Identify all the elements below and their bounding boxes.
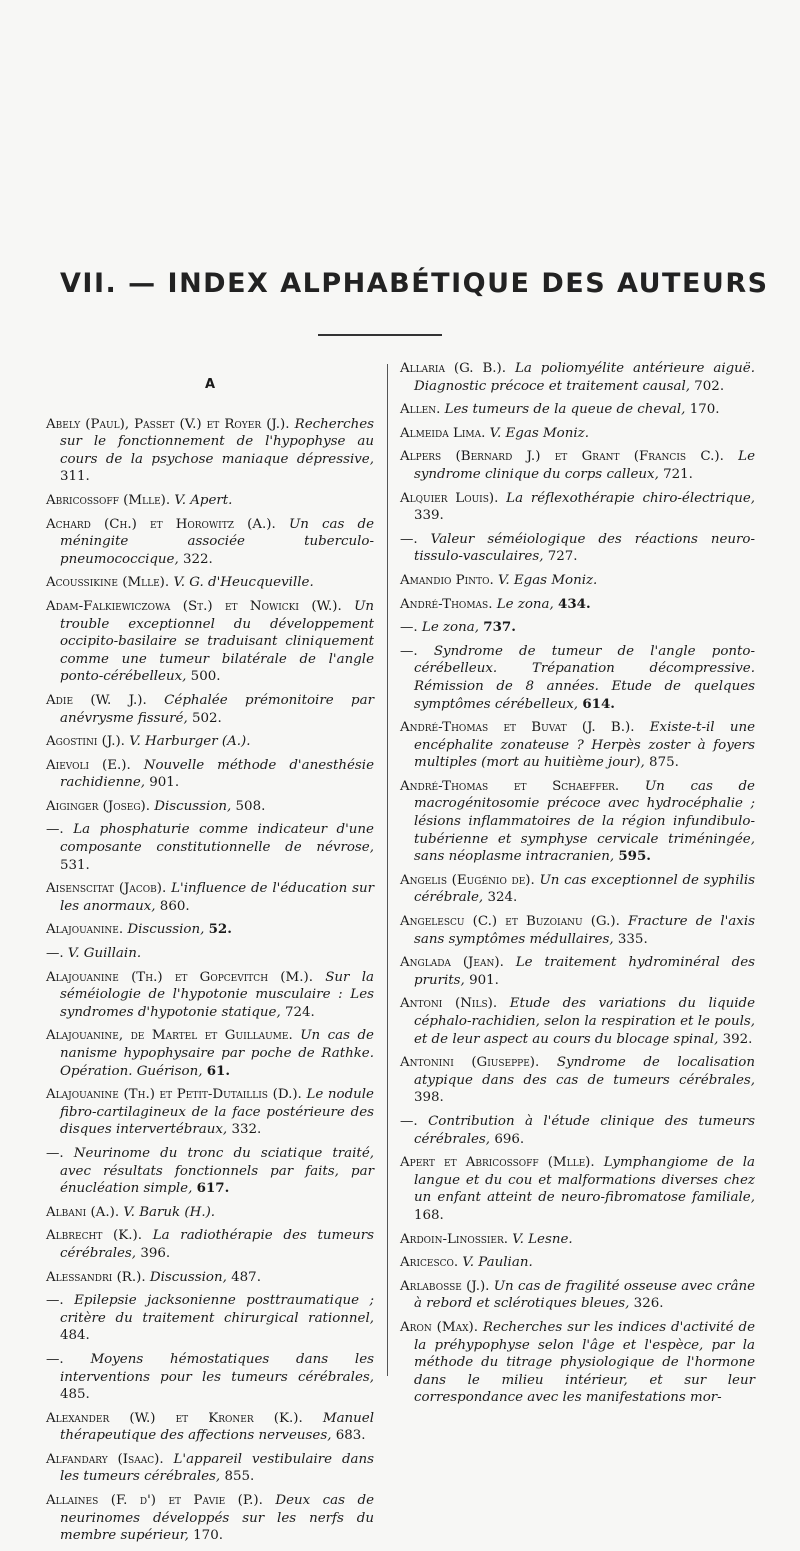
entry-author: Antoni (Nils). [400,996,498,1012]
left-entries [46,416,374,1545]
entry-title: Recherches sur le fonctionnement de l'hypophyse au cours de la psychose maniaque dépressive, [60,416,374,467]
index-entry [46,1227,374,1262]
entry-page: 508. [235,798,266,814]
entry-page: 617. [196,1180,230,1197]
entry-author: —. [46,1145,64,1161]
entry-title: V. Apert. [174,492,233,508]
entry-author: Alpers (Bernard J.) et Grant (Francis C.). [400,449,724,465]
entry-author: Angelescu (C.) et Buzoianu (G.). [400,914,620,930]
index-entry [46,880,374,915]
index-entry [400,360,755,395]
index-entry [400,490,755,525]
entry-title: La poliomyélite antérieure aiguë. Diagnostic précoce et traitement causal, [414,361,755,394]
entry-author: Alexander (W.) et Kroner (K.). [46,1410,303,1426]
entry-page: 170. [193,1528,223,1544]
entry-author: —. [400,620,418,636]
entry-author: Arlabosse (J.). [400,1278,490,1294]
entry-page: 721. [663,466,693,482]
entry-title: Un cas exceptionnel de syphilis cérébrale, [414,872,755,906]
index-entry [400,619,755,637]
entry-page: 901. [469,972,499,988]
entry-title: L'appareil vestibulaire dans les tumeurs cérébrales, [60,1451,375,1485]
entry-author: —. [46,946,64,962]
entry-title: Le syndrome clinique du corps calleux, [414,449,755,482]
entry-page: 396. [140,1245,171,1261]
index-entry [400,401,755,419]
entry-title: Céphalée prémonitoire par anévrysme fissuré, [60,692,374,726]
entry-author: Aisenscitat (Jacob). [46,881,167,897]
entry-title: Recherches sur les indices d'activité de la préhypophyse selon l'âge et l'espèce, par la méthode du titrage physiologique de l'hormone dans le milieu intérieur, et sur leur correspondance avec les manifestations mor- [414,1319,755,1406]
index-entry [400,596,755,614]
entry-author: Almeida Lima. [400,425,486,441]
entry-page: 855. [224,1469,255,1485]
entry-title: V. Egas Moniz. [498,572,598,588]
index-entry [46,969,374,1022]
entry-page: 860. [159,898,190,914]
entry-page: 727. [547,549,578,565]
index-entry [400,448,755,483]
section-letter: A [204,377,216,392]
left-column [46,360,374,1551]
entry-page: 398. [414,1090,444,1106]
entry-author: Achard (Ch.) et Horowitz (A.). [46,516,276,532]
entry-title: Un cas de fragilité osseuse avec crâne à rebord et sclérotiques bleues, [414,1278,755,1312]
index-entry [400,643,755,713]
index-entry [46,1492,374,1545]
entry-author: Allaria (G. B.). [400,361,507,376]
entry-author: André-Thomas. [400,596,493,612]
entry-page: 61. [206,1062,231,1079]
index-entry [400,1054,755,1107]
entry-title: Moyens hémostatiques dans les interventions pour les tumeurs cérébrales, [60,1351,374,1385]
index-entry [400,425,755,443]
entry-author: Alessandri (R.). [46,1269,146,1285]
entry-title: Manuel thérapeutique des affections nerveuses, [60,1410,375,1444]
entry-author: Alajouanine. [46,922,124,938]
entry-author: Alfandary (Isaac). [46,1451,164,1467]
index-entry [46,598,374,686]
entry-author: —. [400,643,418,659]
entry-title: V. Lesne. [512,1231,573,1247]
entry-title: V. Guillain. [67,946,142,962]
entry-title: Syndrome de tumeur de l'angle ponto-cérébelleux. Trépanation décompressive. Rémission de 8 années. Etude de quelques symptômes cérébelleux, [414,643,755,712]
entry-title: V. Paulian. [462,1255,533,1271]
entry-author: Albani (A.). [46,1204,120,1220]
entry-title: Neurinome du tronc du sciatique traité, avec résultats fonctionnels par faits, par énucléation simple, [60,1145,374,1197]
entry-title: Fracture de l'axis sans symptômes médullaires, [414,914,756,947]
entry-page: 901. [149,775,180,791]
entry-page: 326. [633,1296,664,1312]
entry-title: Le zona, [496,596,554,612]
entry-author: Allaines (F. d') et Pavie (P.). [46,1493,263,1509]
index-entry [46,821,374,874]
index-entry [400,572,755,590]
index-entry [46,1145,374,1198]
entry-title: Lymphangiome de la langue et du cou et malformations diverses chez un enfant atteint de neuro-fibromatose familiale, [414,1155,755,1206]
entry-author: Aricesco. [400,1255,459,1271]
entry-title: Sur la séméiologie de l'hypotonie musculaire : Les syndromes d'hypotonie statique, [60,969,374,1020]
entry-title: L'influence de l'éducation sur les anormaux, [60,881,374,914]
index-entry [400,1319,755,1407]
entry-author: —. [400,531,418,547]
index-entry [46,416,374,486]
entry-author: Aron (Max). [400,1319,478,1335]
entry-page: 702. [694,378,725,394]
entry-page: 737. [483,619,516,636]
entry-page: 335. [617,931,648,947]
entry-page: 339. [414,508,444,524]
index-entry [400,778,755,866]
index-entry [46,733,374,751]
entry-title: La radiothérapie des tumeurs cérébrales, [60,1228,374,1261]
index-entry [46,921,374,939]
right-column [400,360,755,1413]
entry-page: 484. [60,1328,90,1344]
entry-title: Un cas de macrogénitosomie précoce avec hydrocéphalie ; lésions inflammatoires de la région infundibulo-tubérienne et symphyse cervicale triméningée, sans néoplasme intracranien, [414,778,755,865]
entry-title: Deux cas de neurinomes développés sur les nerfs du membre supérieur, [60,1493,374,1544]
entry-author: Albrecht (K.). [46,1228,143,1244]
entry-author: Apert et Abricossoff (Mlle). [400,1155,595,1171]
index-entry [46,1204,374,1222]
index-entry [400,531,755,566]
index-entry [400,719,755,772]
entry-page: 614. [582,695,615,712]
entry-title: La phosphaturie comme indicateur d'une composante constitutionnelle de névrose, [60,822,374,856]
entry-page: 487. [231,1269,261,1285]
entry-title: Les tumeurs de la queue de cheval, [444,402,686,418]
page-title: VII. — INDEX ALPHABÉTIQUE DES AUTEURS [60,268,769,299]
entry-page: 502. [191,710,222,726]
index-entry [400,995,755,1048]
index-entry [46,757,374,792]
entry-author: Adam-Falkiewiczowa (St.) et Nowicki (W.). [46,598,342,614]
entry-title: Discussion, [154,798,232,814]
index-entry [400,1113,755,1148]
entry-author: Aievoli (E.). [46,757,131,773]
entry-author: Alajouanine, de Martel et Guillaume. [46,1028,293,1044]
entry-title: Discussion, [127,922,205,938]
entry-title: Epilepsie jacksonienne posttraumatique ; critère du traitement chirurgical rationnel, [60,1293,374,1326]
index-entry [400,872,755,907]
entry-author: Alajouanine (Th.) et Gopcevitch (M.). [46,969,313,985]
entry-page: 485. [60,1387,90,1403]
entry-author: —. [46,1293,64,1309]
index-entry [46,1027,374,1080]
entry-author: Angelis (Eugénio de). [400,872,535,888]
entry-page: 434. [558,595,591,612]
entry-title: Etude des variations du liquide céphalo-rachidien, selon la respiration et le pouls, et de leur aspect au cours du blocage spinal, [414,996,755,1047]
entry-author: Abricossoff (Mlle). [46,492,171,508]
index-entry [400,1231,755,1249]
entry-title: Syndrome de localisation atypique dans des cas de tumeurs cérébrales, [414,1055,755,1088]
entry-author: Anglada (Jean). [400,955,504,971]
entry-title: V. Harburger (A.). [129,734,251,750]
entry-title: Un trouble exceptionnel du développement occipito-basilaire se traduisant cliniquement comme une tumeur bilatérale de l'angle ponto-cérébelleux, [60,598,375,685]
entry-page: 324. [487,890,518,906]
right-entries [400,360,755,1407]
entry-author: Agostini (J.). [46,734,125,750]
index-entry [400,1278,755,1313]
entry-title: V. Baruk (H.). [123,1204,216,1220]
index-entry [46,1086,374,1139]
entry-page: 392. [722,1031,753,1047]
title-rule [318,334,442,336]
entry-author: Abely (Paul), Passet (V.) et Royer (J.). [46,416,290,432]
index-entry [400,1254,755,1272]
entry-page: 696. [494,1131,525,1147]
index-entry [46,492,374,510]
entry-page: 500. [190,669,221,685]
entry-page: 531. [60,857,90,873]
index-entry [46,798,374,816]
entry-author: Amandio Pinto. [400,572,494,588]
index-entry [46,1269,374,1287]
entry-title: Existe-t-il une encéphalite zonateuse ? Herpès zoster à foyers multiples (mort au huitième jour), [414,720,755,771]
entry-title: Un cas de nanisme hypophysaire par poche de Rathke. Opération. Guérison, [60,1028,374,1079]
entry-title: Le nodule fibro-cartilagineux de la face postérieure des disques intervertébraux, [60,1087,374,1138]
index-entry [46,574,374,592]
entry-page: 595. [618,848,651,865]
column-divider [387,364,388,1376]
entry-title: V. G. d'Heucqueville. [173,575,314,591]
entry-page: 170. [689,402,720,418]
index-entry [400,954,755,989]
entry-page: 724. [285,1004,315,1020]
entry-author: Allen. [400,402,441,418]
entry-page: 875. [649,755,679,771]
entry-author: Antonini (Giuseppe). [400,1055,540,1071]
entry-author: Ardoin-Linossier. [400,1231,509,1247]
index-entry [46,945,374,963]
entry-title: Valeur séméiologique des réactions neuro-tissulo-vasculaires, [414,531,755,565]
entry-page: 311. [60,469,90,485]
entry-author: André-Thomas et Buvat (J. B.). [400,720,635,736]
entry-title: V. Egas Moniz. [489,425,589,441]
entry-author: Aiginger (Joseg). [46,798,151,814]
entry-author: —. [46,822,64,838]
entry-author: Adie (W. J.). [46,692,147,708]
index-entry [46,1292,374,1345]
entry-page: 322. [183,551,213,567]
entry-author: —. [46,1351,64,1367]
entry-author: Alajouanine (Th.) et Petit-Dutaillis (D.). [46,1087,302,1103]
entry-page: 52. [208,921,232,938]
entry-page: 683. [335,1428,366,1444]
entry-title: Discussion, [149,1269,227,1285]
entry-title: Nouvelle méthode d'anesthésie rachidienne, [60,757,374,791]
index-entry [46,1451,374,1486]
entry-title: Le traitement hydrominéral des prurits, [414,955,756,988]
entry-page: 168. [414,1207,444,1223]
entry-author: André-Thomas et Schaeffer. [400,778,620,794]
entry-title: La réflexothérapie chiro-électrique, [506,490,755,506]
entry-title: Contribution à l'étude clinique des tumeurs cérébrales, [414,1113,755,1147]
entry-author: Acoussikine (Mlle). [46,575,170,591]
entry-author: Alquier Louis). [400,490,499,506]
index-entry [46,516,374,569]
index-entry [46,1410,374,1445]
index-entry [46,1351,374,1404]
entry-title: Le zona, [421,620,479,636]
entry-title: Un cas de méningite associée tuberculo-pneumococcique, [60,516,374,567]
index-entry [46,692,374,727]
index-entry [400,1154,755,1224]
entry-page: 332. [231,1122,262,1138]
index-entry [400,913,755,948]
entry-author: —. [400,1113,418,1129]
